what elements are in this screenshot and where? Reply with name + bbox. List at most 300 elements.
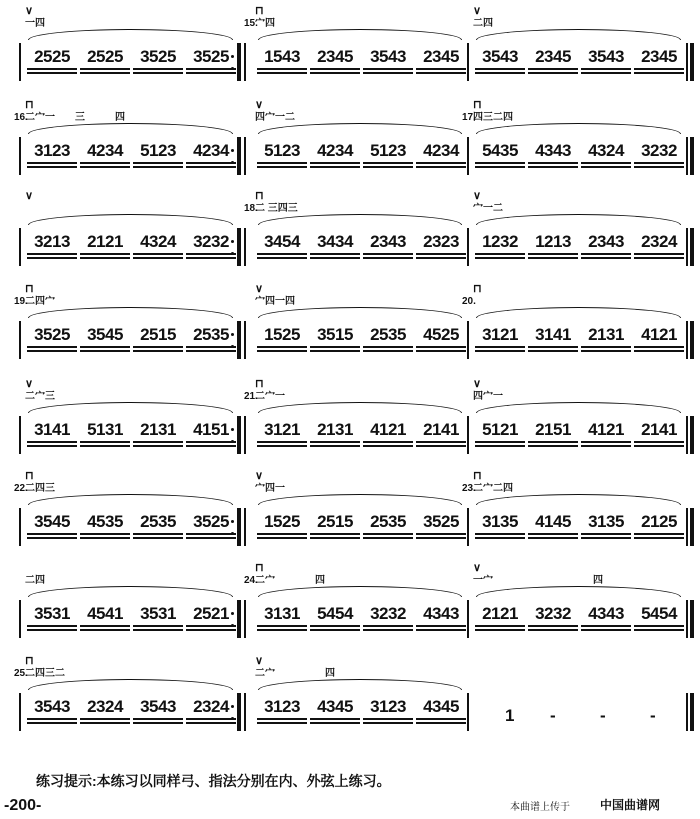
underline bbox=[186, 72, 236, 74]
repeat-barline bbox=[237, 693, 241, 731]
note-group: 3525 bbox=[423, 512, 459, 531]
fingering: 宀四 bbox=[255, 18, 275, 29]
end-barline bbox=[690, 137, 694, 175]
barline bbox=[19, 228, 21, 266]
underline bbox=[27, 537, 77, 539]
underline bbox=[133, 72, 183, 74]
underline bbox=[310, 625, 360, 627]
underline bbox=[133, 722, 183, 724]
underline bbox=[27, 533, 77, 535]
underline bbox=[257, 162, 307, 164]
underline bbox=[257, 68, 307, 70]
note-group: 1232 bbox=[482, 232, 518, 251]
underline bbox=[475, 629, 525, 631]
underline bbox=[27, 350, 77, 352]
note-group: 2535 bbox=[370, 325, 406, 344]
slur bbox=[28, 123, 233, 134]
note-group: 3131 bbox=[264, 604, 300, 623]
bow-mark: ⊓ bbox=[25, 655, 34, 667]
underline bbox=[133, 533, 183, 535]
underline bbox=[310, 68, 360, 70]
note-group: 3121 bbox=[264, 420, 300, 439]
underline bbox=[528, 162, 578, 164]
underline bbox=[416, 166, 466, 168]
underline bbox=[27, 625, 77, 627]
underline bbox=[581, 533, 631, 535]
note-group: 5121 bbox=[482, 420, 518, 439]
slur bbox=[476, 29, 681, 40]
underline bbox=[310, 253, 360, 255]
underline bbox=[634, 441, 684, 443]
barline bbox=[19, 693, 21, 731]
barline bbox=[244, 508, 246, 546]
underline bbox=[363, 718, 413, 720]
logo-text: 中国曲谱网 bbox=[600, 798, 661, 812]
underline bbox=[581, 350, 631, 352]
underline bbox=[416, 68, 466, 70]
underline bbox=[310, 350, 360, 352]
note-group: 2535 bbox=[193, 325, 229, 344]
underline bbox=[257, 253, 307, 255]
underline bbox=[310, 166, 360, 168]
underline bbox=[310, 445, 360, 447]
underline bbox=[186, 350, 236, 352]
note-group: 5454 bbox=[641, 604, 677, 623]
underline bbox=[310, 533, 360, 535]
note-group: 5123 bbox=[264, 141, 300, 160]
final-note: - bbox=[550, 706, 556, 725]
repeat-dot bbox=[231, 333, 234, 336]
underline bbox=[133, 445, 183, 447]
underline bbox=[416, 718, 466, 720]
underline bbox=[581, 537, 631, 539]
note-group: 2345 bbox=[423, 47, 459, 66]
underline bbox=[416, 445, 466, 447]
underline bbox=[475, 441, 525, 443]
note-group: 3543 bbox=[588, 47, 624, 66]
slur bbox=[28, 494, 233, 505]
practice-tip: 练习提示:本练习以同样弓、指法分别在内、外弦上练习。 bbox=[36, 773, 391, 789]
underline bbox=[133, 257, 183, 259]
fingering: 宀一二 bbox=[473, 203, 503, 214]
underline bbox=[186, 346, 236, 348]
note-group: 4234 bbox=[317, 141, 353, 160]
slur bbox=[258, 29, 462, 40]
note-group: 5454 bbox=[317, 604, 353, 623]
note-group: 2525 bbox=[34, 47, 70, 66]
measure-number: 17. bbox=[462, 112, 476, 123]
barline bbox=[244, 416, 246, 454]
fingering: 二四宀 bbox=[25, 296, 55, 307]
note-group: 4345 bbox=[423, 697, 459, 716]
note-group: 3232 bbox=[641, 141, 677, 160]
underline bbox=[475, 253, 525, 255]
note-group: 3141 bbox=[34, 420, 70, 439]
underline bbox=[186, 537, 236, 539]
underline bbox=[80, 162, 130, 164]
underline bbox=[363, 166, 413, 168]
underline bbox=[475, 166, 525, 168]
underline bbox=[634, 162, 684, 164]
end-barline bbox=[690, 600, 694, 638]
page-number: -200- bbox=[4, 797, 42, 814]
note-group: 2343 bbox=[588, 232, 624, 251]
underline bbox=[581, 625, 631, 627]
underline bbox=[27, 445, 77, 447]
underline bbox=[634, 537, 684, 539]
underline bbox=[363, 346, 413, 348]
note-group: 2345 bbox=[641, 47, 677, 66]
fingering: 二 三四三 bbox=[255, 203, 298, 214]
underline bbox=[27, 72, 77, 74]
note-group: 3434 bbox=[317, 232, 353, 251]
underline bbox=[27, 718, 77, 720]
note-group: 3135 bbox=[482, 512, 518, 531]
repeat-dot bbox=[231, 240, 234, 243]
measure-number: 19. bbox=[14, 296, 28, 307]
note-group: 3135 bbox=[588, 512, 624, 531]
underline bbox=[257, 629, 307, 631]
underline bbox=[133, 625, 183, 627]
bow-mark: ∨ bbox=[25, 190, 34, 202]
note-group: 3123 bbox=[264, 697, 300, 716]
note-group: 4324 bbox=[588, 141, 624, 160]
underline bbox=[528, 346, 578, 348]
note-group: 5123 bbox=[370, 141, 406, 160]
underline bbox=[581, 629, 631, 631]
upload-credit: 本曲谱上传于 bbox=[510, 802, 570, 813]
note-group: 4121 bbox=[588, 420, 624, 439]
note-group: 4525 bbox=[423, 325, 459, 344]
bow-mark: ∨ bbox=[255, 99, 264, 111]
note-group: 2535 bbox=[140, 512, 176, 531]
final-note: - bbox=[600, 706, 606, 725]
underline bbox=[363, 68, 413, 70]
underline bbox=[27, 629, 77, 631]
fingering: 二四三 bbox=[25, 483, 55, 494]
slur bbox=[28, 307, 233, 318]
slur bbox=[28, 214, 233, 225]
underline bbox=[257, 441, 307, 443]
underline bbox=[133, 537, 183, 539]
note-group: 2121 bbox=[482, 604, 518, 623]
underline bbox=[186, 445, 236, 447]
underline bbox=[257, 346, 307, 348]
barline bbox=[467, 416, 469, 454]
underline bbox=[581, 162, 631, 164]
barline bbox=[244, 228, 246, 266]
measure-number: 23. bbox=[462, 483, 476, 494]
slur bbox=[258, 123, 462, 134]
barline bbox=[467, 693, 469, 731]
underline bbox=[528, 625, 578, 627]
fingering: 宀四一 bbox=[255, 483, 285, 494]
underline bbox=[416, 350, 466, 352]
note-group: 5123 bbox=[140, 141, 176, 160]
underline bbox=[80, 68, 130, 70]
site-logo bbox=[600, 796, 660, 813]
repeat-dot bbox=[231, 612, 234, 615]
underline bbox=[257, 625, 307, 627]
underline bbox=[581, 445, 631, 447]
repeat-dot bbox=[231, 705, 234, 708]
measure-number: 21. bbox=[244, 391, 258, 402]
underline bbox=[634, 253, 684, 255]
underline bbox=[475, 533, 525, 535]
note-group: 2125 bbox=[641, 512, 677, 531]
note-group: 2515 bbox=[317, 512, 353, 531]
note-group: 3232 bbox=[370, 604, 406, 623]
underline bbox=[528, 533, 578, 535]
note-group: 2141 bbox=[423, 420, 459, 439]
slur bbox=[258, 214, 462, 225]
underline bbox=[133, 350, 183, 352]
repeat-dot bbox=[231, 252, 234, 255]
note-group: 4121 bbox=[641, 325, 677, 344]
repeat-dot bbox=[231, 67, 234, 70]
underline bbox=[475, 68, 525, 70]
underline bbox=[634, 629, 684, 631]
underline bbox=[80, 257, 130, 259]
slur bbox=[476, 586, 681, 597]
underline bbox=[80, 346, 130, 348]
underline bbox=[528, 441, 578, 443]
underline bbox=[416, 346, 466, 348]
repeat-barline bbox=[237, 137, 241, 175]
repeat-barline bbox=[237, 508, 241, 546]
note-group: 1543 bbox=[264, 47, 300, 66]
underline bbox=[416, 722, 466, 724]
slur bbox=[28, 29, 233, 40]
bow-mark: ⊓ bbox=[255, 562, 264, 574]
underline bbox=[133, 166, 183, 168]
fingering: 二宀 四 bbox=[255, 575, 325, 586]
fingering: 二宀一 bbox=[255, 391, 285, 402]
underline bbox=[634, 257, 684, 259]
note-group: 2345 bbox=[317, 47, 353, 66]
barline bbox=[19, 508, 21, 546]
underline bbox=[363, 72, 413, 74]
underline bbox=[257, 722, 307, 724]
underline bbox=[80, 625, 130, 627]
underline bbox=[634, 625, 684, 627]
underline bbox=[528, 537, 578, 539]
underline bbox=[80, 441, 130, 443]
note-group: 2515 bbox=[140, 325, 176, 344]
underline bbox=[310, 162, 360, 164]
barline bbox=[467, 321, 469, 359]
underline bbox=[310, 718, 360, 720]
slur bbox=[258, 586, 462, 597]
underline bbox=[27, 68, 77, 70]
note-group: 5435 bbox=[482, 141, 518, 160]
note-group: 4324 bbox=[140, 232, 176, 251]
note-group: 4234 bbox=[423, 141, 459, 160]
repeat-barline bbox=[237, 416, 241, 454]
end-barline bbox=[690, 321, 694, 359]
underline bbox=[634, 533, 684, 535]
underline bbox=[475, 346, 525, 348]
underline bbox=[310, 257, 360, 259]
slur bbox=[476, 123, 681, 134]
underline bbox=[363, 162, 413, 164]
note-group: 2324 bbox=[641, 232, 677, 251]
underline bbox=[416, 625, 466, 627]
repeat-dot bbox=[231, 532, 234, 535]
note-group: 3545 bbox=[87, 325, 123, 344]
bow-mark: ∨ bbox=[473, 378, 482, 390]
underline bbox=[634, 68, 684, 70]
repeat-dot bbox=[231, 428, 234, 431]
underline bbox=[581, 68, 631, 70]
measure-number: 18. bbox=[244, 203, 258, 214]
underline bbox=[528, 350, 578, 352]
barline bbox=[19, 43, 21, 81]
repeat-barline bbox=[237, 43, 241, 81]
underline bbox=[581, 346, 631, 348]
bow-mark: ∨ bbox=[255, 283, 264, 295]
note-group: 2131 bbox=[317, 420, 353, 439]
barline bbox=[686, 508, 688, 546]
slur bbox=[28, 679, 233, 690]
note-group: 2323 bbox=[423, 232, 459, 251]
slur bbox=[476, 307, 681, 318]
underline bbox=[80, 72, 130, 74]
barline bbox=[467, 137, 469, 175]
underline bbox=[363, 629, 413, 631]
underline bbox=[363, 625, 413, 627]
note-group: 4234 bbox=[87, 141, 123, 160]
note-group: 3543 bbox=[482, 47, 518, 66]
note-group: 3232 bbox=[535, 604, 571, 623]
underline bbox=[186, 533, 236, 535]
underline bbox=[528, 257, 578, 259]
bow-mark: ∨ bbox=[473, 5, 482, 17]
measure-number: 24. bbox=[244, 575, 258, 586]
underline bbox=[310, 72, 360, 74]
underline bbox=[186, 166, 236, 168]
fingering: 二四 bbox=[473, 18, 493, 29]
underline bbox=[581, 72, 631, 74]
underline bbox=[581, 441, 631, 443]
underline bbox=[634, 346, 684, 348]
bow-mark: ∨ bbox=[255, 655, 264, 667]
underline bbox=[310, 537, 360, 539]
repeat-dot bbox=[231, 149, 234, 152]
barline bbox=[244, 693, 246, 731]
bow-mark: ⊓ bbox=[25, 99, 34, 111]
measure-number: 22. bbox=[14, 483, 28, 494]
end-barline bbox=[690, 228, 694, 266]
end-barline bbox=[690, 508, 694, 546]
underline bbox=[133, 68, 183, 70]
barline bbox=[686, 600, 688, 638]
underline bbox=[133, 718, 183, 720]
underline bbox=[363, 722, 413, 724]
underline bbox=[416, 253, 466, 255]
underline bbox=[80, 350, 130, 352]
underline bbox=[363, 537, 413, 539]
underline bbox=[528, 445, 578, 447]
underline bbox=[416, 629, 466, 631]
underline bbox=[257, 166, 307, 168]
underline bbox=[363, 350, 413, 352]
note-group: 2141 bbox=[641, 420, 677, 439]
bow-mark: ⊓ bbox=[473, 99, 482, 111]
note-group: 4345 bbox=[317, 697, 353, 716]
note-group: 3515 bbox=[317, 325, 353, 344]
note-group: 4151 bbox=[193, 420, 229, 439]
underline bbox=[257, 350, 307, 352]
note-group: 5131 bbox=[87, 420, 123, 439]
underline bbox=[27, 166, 77, 168]
barline bbox=[686, 137, 688, 175]
underline bbox=[133, 346, 183, 348]
note-group: 3123 bbox=[34, 141, 70, 160]
underline bbox=[528, 629, 578, 631]
underline bbox=[27, 257, 77, 259]
repeat-barline bbox=[237, 600, 241, 638]
note-group: 3213 bbox=[34, 232, 70, 251]
barline bbox=[244, 600, 246, 638]
note-group: 3121 bbox=[482, 325, 518, 344]
note-group: 3531 bbox=[140, 604, 176, 623]
underline bbox=[475, 72, 525, 74]
underline bbox=[186, 162, 236, 164]
underline bbox=[186, 257, 236, 259]
bow-mark: ∨ bbox=[25, 5, 34, 17]
underline bbox=[528, 72, 578, 74]
underline bbox=[634, 166, 684, 168]
underline bbox=[310, 346, 360, 348]
underline bbox=[475, 350, 525, 352]
underline bbox=[416, 533, 466, 535]
note-group: 3545 bbox=[34, 512, 70, 531]
note-group: 2324 bbox=[193, 697, 229, 716]
final-note: 1 bbox=[505, 706, 515, 725]
fingering: 二宀 四 bbox=[255, 668, 335, 679]
underline bbox=[310, 441, 360, 443]
note-group: 3531 bbox=[34, 604, 70, 623]
underline bbox=[133, 253, 183, 255]
underline bbox=[310, 722, 360, 724]
end-barline bbox=[690, 43, 694, 81]
underline bbox=[581, 253, 631, 255]
underline bbox=[186, 629, 236, 631]
underline bbox=[363, 445, 413, 447]
note-group: 2535 bbox=[370, 512, 406, 531]
note-group: 4535 bbox=[87, 512, 123, 531]
slur bbox=[476, 214, 681, 225]
slur bbox=[28, 402, 233, 413]
barline bbox=[686, 228, 688, 266]
underline bbox=[416, 162, 466, 164]
underline bbox=[27, 441, 77, 443]
underline bbox=[257, 257, 307, 259]
underline bbox=[186, 253, 236, 255]
note-group: 2131 bbox=[140, 420, 176, 439]
underline bbox=[475, 537, 525, 539]
end-barline bbox=[690, 416, 694, 454]
barline bbox=[467, 228, 469, 266]
slur bbox=[258, 494, 462, 505]
underline bbox=[186, 718, 236, 720]
note-group: 3543 bbox=[370, 47, 406, 66]
note-group: 3525 bbox=[140, 47, 176, 66]
note-group: 2121 bbox=[87, 232, 123, 251]
repeat-dot bbox=[231, 345, 234, 348]
fingering: 一四 bbox=[25, 18, 45, 29]
